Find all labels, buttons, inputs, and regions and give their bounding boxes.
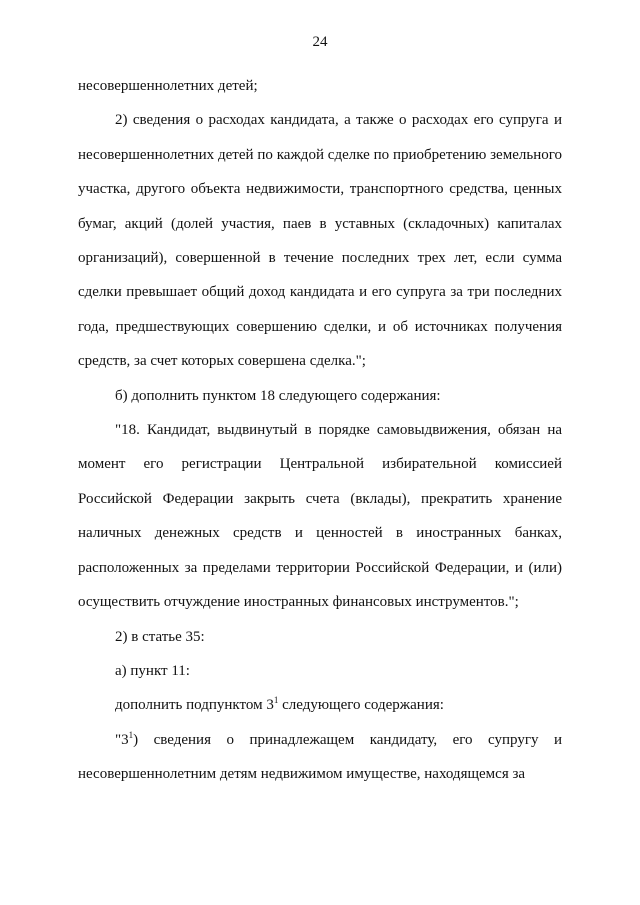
page-number: 24	[312, 34, 328, 50]
paragraph-5: 2) в статье 35:	[115, 628, 205, 645]
paragraph-7-text-end: следующего содержания:	[278, 697, 444, 714]
paragraph-8-superscript: 1	[128, 729, 134, 740]
document-body	[78, 69, 562, 792]
paragraph-8-text-end: ) сведения о принадлежащем кандидату, его супругу и несовершеннолетним детям недвижимом имуществе, находящемся за	[78, 731, 562, 783]
paragraph-3: б) дополнить пунктом 18 следующего содержания:	[115, 387, 441, 404]
paragraph-1: несовершеннолетних детей;	[78, 78, 258, 94]
paragraph-7-superscript: 1	[273, 695, 279, 706]
paragraph-8	[78, 723, 562, 792]
paragraph-6: а) пункт 11:	[115, 662, 190, 679]
paragraph-7-text-start: дополнить подпунктом 3	[115, 697, 274, 714]
paragraph-7	[78, 688, 562, 722]
paragraph-4: "18. Кандидат, выдвинутый в порядке самовыдвижения, обязан на момент его регистрации Центральной избирательной комиссией Российской Федерации закрыть счета (вклады), прекратить хранение наличных денежных средств и ценностей в иностранных банках, расположенных за пределами территории Российской Федерации, и (или) осуществить отчуждение иностранных финансовых инструментов.";	[78, 422, 562, 611]
paragraph-8-text-start: "3	[115, 731, 129, 748]
paragraph-2: 2) сведения о расходах кандидата, а также о расходах его супруга и несовершеннолетних детей по каждой сделке по приобретению земельного участка, другого объекта недвижимости, транспортного средства, ценных бумаг, акций (долей участия, паев в уставных (складочных) капиталах организаций), совершенной в течение последних трех лет, если сумма сделки превышает общий доход кандидата и его супруга за три последних года, предшествующих совершению сделки, и об источниках получения средств, за счет которых совершена сделка.";	[78, 112, 562, 370]
